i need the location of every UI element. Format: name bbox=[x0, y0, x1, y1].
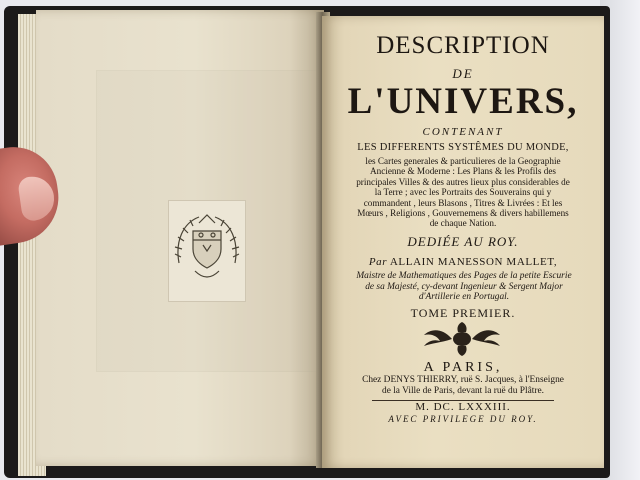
description-line: la Terre ; avec les Portraits des Souverains qui y bbox=[374, 187, 552, 198]
description-line: les Cartes generales & particulieres de la Geographie bbox=[365, 156, 561, 166]
armorial-bookplate-icon bbox=[168, 200, 246, 302]
subtitle: LES DIFFERENTS SYSTÊMES DU MONDE, bbox=[357, 142, 569, 153]
description-line: Mœurs , Religions , Gouvernemens & divers habillemens bbox=[357, 208, 569, 219]
description-block bbox=[332, 156, 594, 229]
description-line: principales Villes & des autres lieux plus considerables de bbox=[356, 176, 570, 187]
title-line-3: L'UNIVERS, bbox=[347, 81, 579, 122]
qualification-line: Maistre de Mathematiques des Pages de la petite Escurie bbox=[356, 271, 572, 281]
dedication: DEDIÉE AU ROY. bbox=[407, 234, 519, 249]
description-line: Ancienne & Moderne : Les Plans & les Profils des bbox=[369, 166, 556, 177]
imprint-line: de la Ville de Paris, devant la ruë du Plâtre. bbox=[382, 386, 544, 396]
imprint-block bbox=[330, 375, 596, 397]
author-prefix: Par bbox=[368, 256, 388, 268]
author-qualifications bbox=[346, 271, 582, 303]
contenant-label: CONTENANT bbox=[422, 126, 504, 138]
imprint-date: M. DC. LXXXIII. bbox=[415, 401, 511, 413]
privilege-line: AVEC PRIVILEGE DU ROY. bbox=[388, 414, 538, 424]
description-line: de chaque Nation. bbox=[429, 218, 497, 229]
printer-ornament-icon bbox=[412, 322, 512, 356]
imprint-city: A PARIS, bbox=[423, 360, 503, 375]
title-line-1: DESCRIPTION bbox=[376, 32, 550, 59]
title-line-2: DE bbox=[452, 66, 474, 81]
author-line bbox=[322, 256, 604, 268]
author-name: ALLAIN MANESSON MALLET, bbox=[389, 256, 558, 268]
description-line: commandent , leurs Blasons , Titres & Livrées : Et les bbox=[363, 197, 563, 208]
qualification-line: d'Artillerie en Portugal. bbox=[418, 292, 510, 303]
qualification-line: de sa Majesté, cy-devant Ingenieur & Sergent Major bbox=[365, 281, 563, 292]
title-page bbox=[322, 16, 604, 468]
volume-label: TOME PREMIER. bbox=[410, 306, 516, 320]
imprint-line: Chez DENYS THIERRY, ruë S. Jacques, à l'Enseigne bbox=[362, 375, 564, 385]
